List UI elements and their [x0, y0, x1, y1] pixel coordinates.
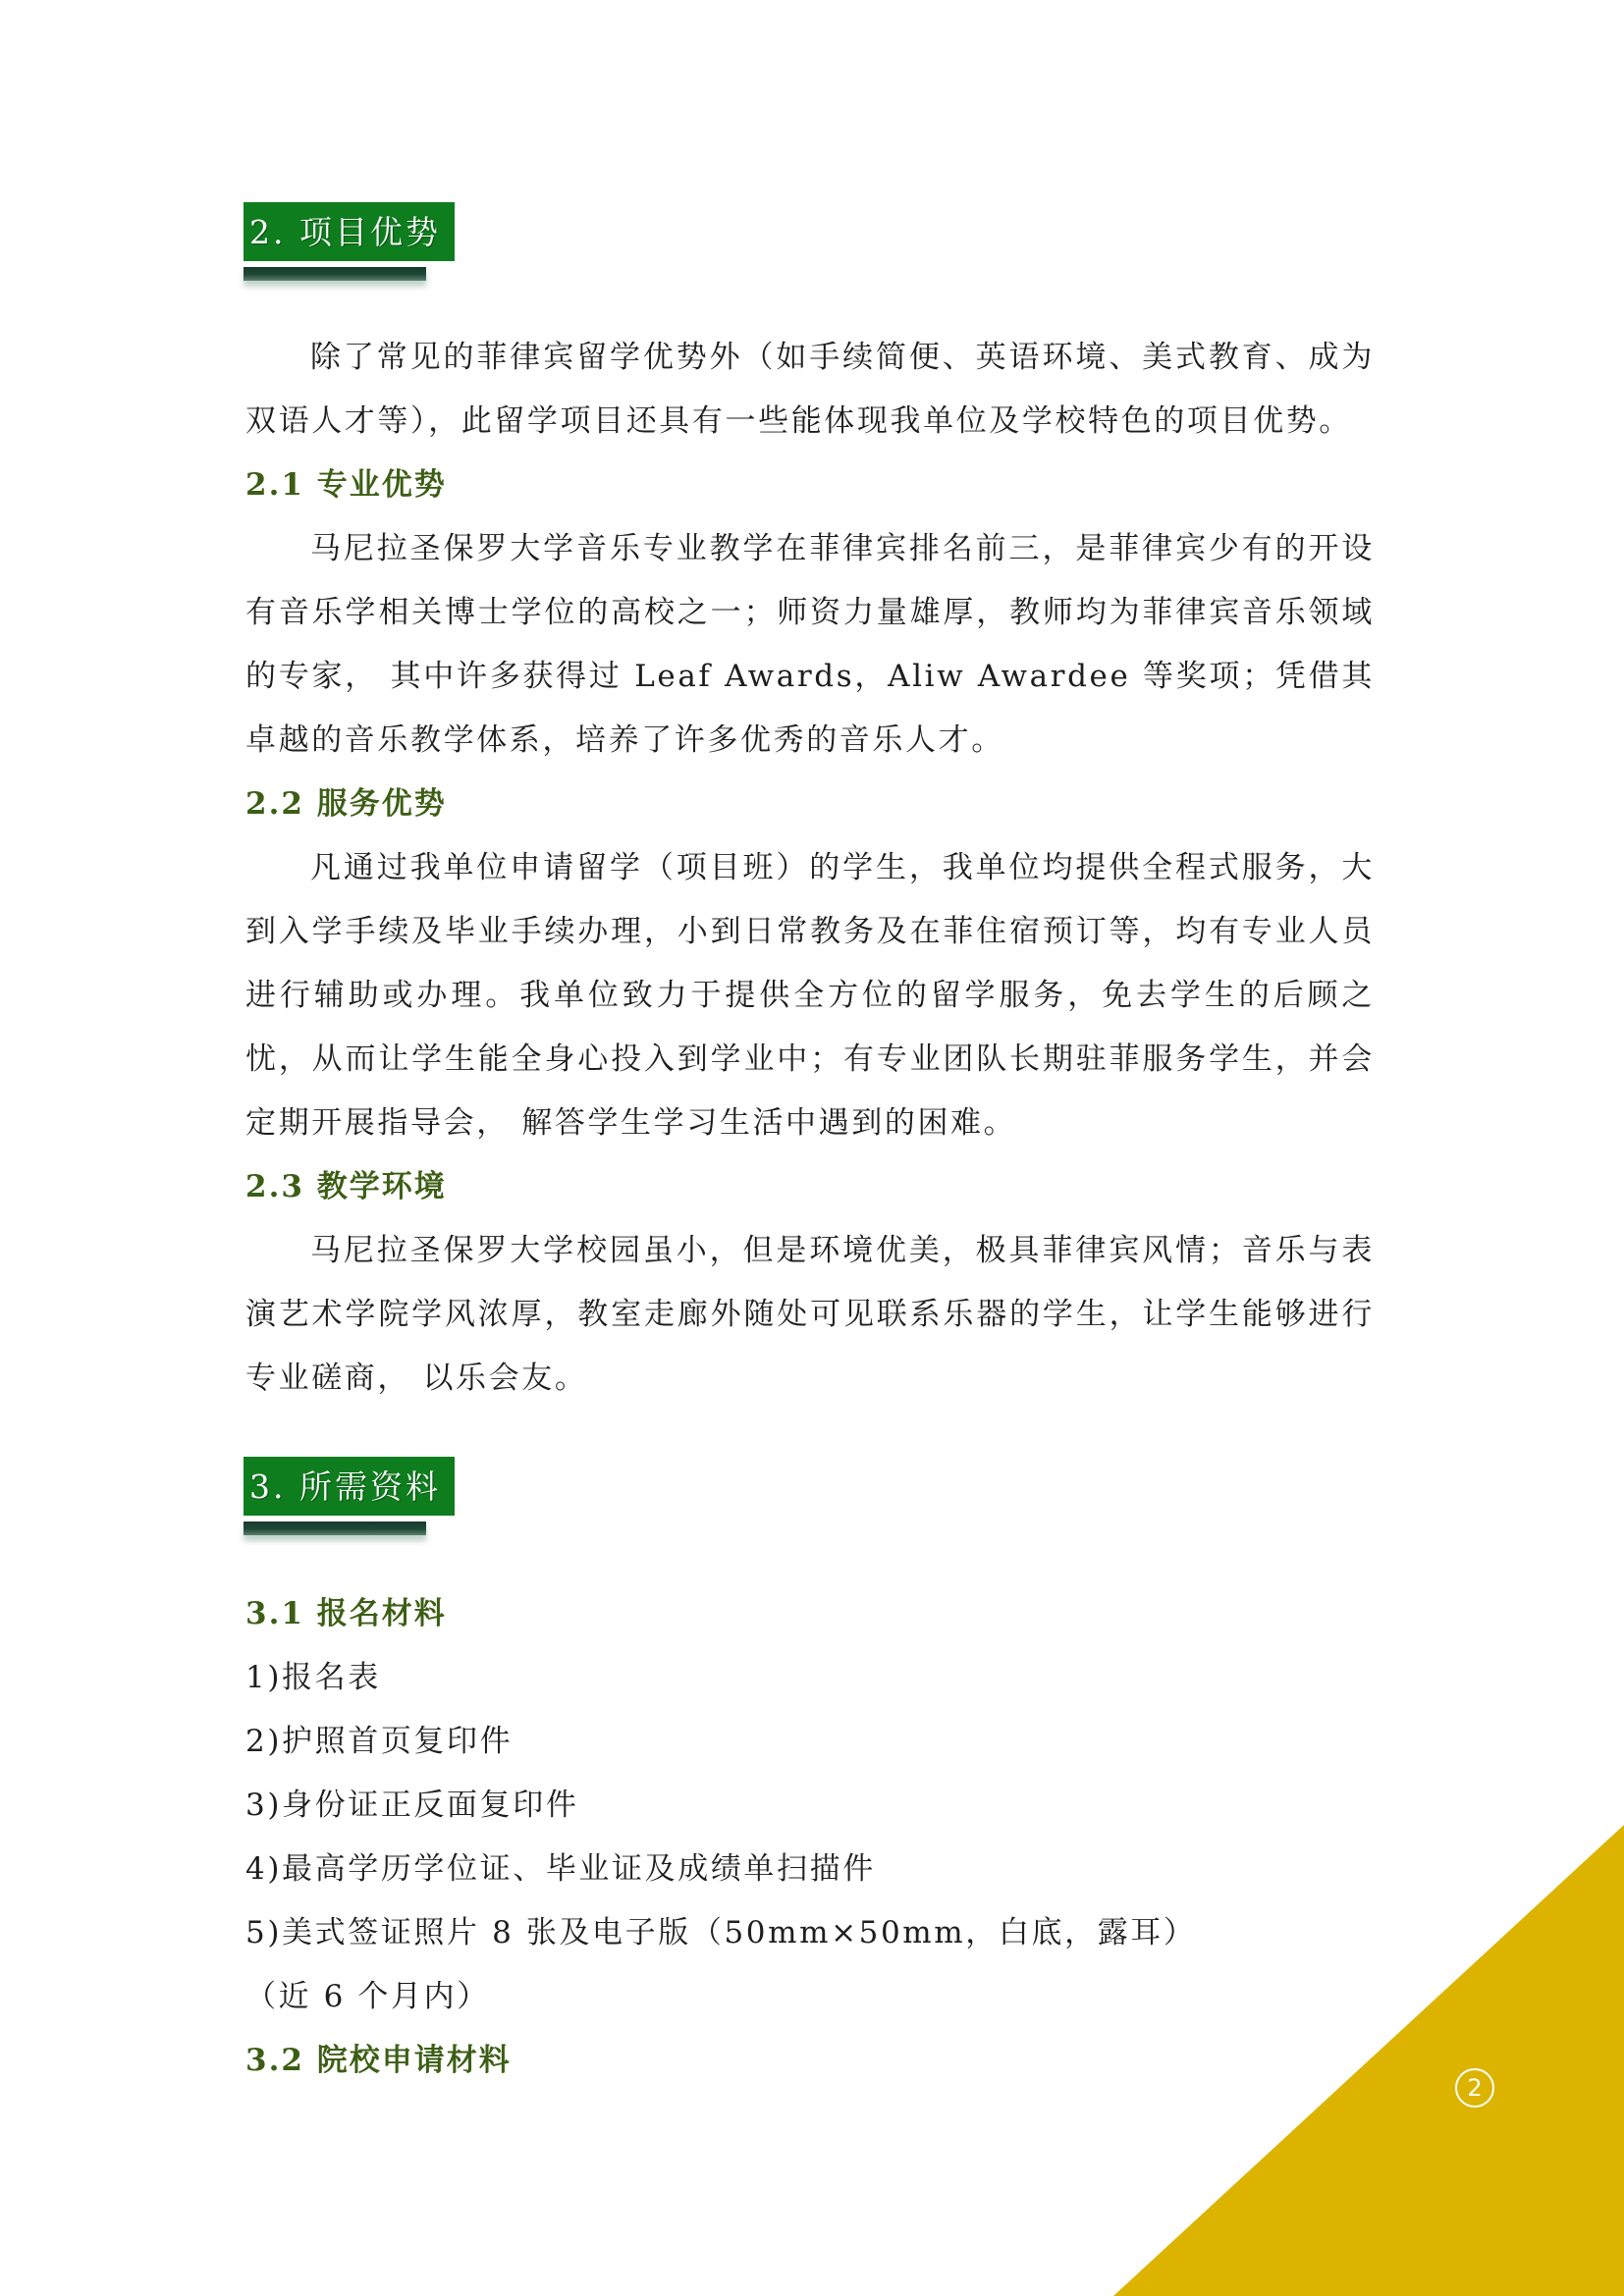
subsection-2-2-body: 凡通过我单位申请留学（项目班）的学生，我单位均提供全程式服务，大到入学手续及毕业手续办理，小到日常教务及在菲住宿预订等，均有专业人员进行辅助或办理。我单位致力于提供全方位的留学服务，免去学生的后顾之忧，从而让学生能全身心投入到学业中；有专业团队长期驻菲服务学生，并会定期开展指导会， 解答学生学习生活中遇到的困难。 — [245, 850, 1375, 1141]
subsection-2-3-title: 2.3 教学环境 — [245, 1169, 447, 1204]
subsection-2-1-title: 2.1 专业优势 — [245, 467, 447, 503]
subsection-2-2-title: 2.2 服务优势 — [245, 786, 447, 822]
section-2-body — [245, 326, 1375, 1411]
subsection-3-1-title: 3.1 报名材料 — [245, 1596, 447, 1631]
section-2-heading: 2. 项目优势 — [244, 202, 455, 261]
subsection-3-2-title: 3.2 院校申请材料 — [245, 2043, 512, 2078]
section-3-underline — [244, 1522, 426, 1535]
subsection-2-3-body: 马尼拉圣保罗大学校园虽小，但是环境优美，极具菲律宾风情；音乐与表演艺术学院学风浓厚，教室走廊外随处可见联系乐器的学生，让学生能够进行专业磋商， 以乐会友。 — [245, 1233, 1375, 1396]
subsection-2-1-body: 马尼拉圣保罗大学音乐专业教学在菲律宾排名前三，是菲律宾少有的开设有音乐学相关博士学位的高校之一；师资力量雄厚，教师均为菲律宾音乐领域的专家， 其中许多获得过 Leaf Awards，Aliw Awardee 等奖项；凭借其卓越的音乐教学体系，培养了许多优秀的音乐人才。 — [245, 531, 1375, 758]
section-3-heading: 3. 所需资料 — [244, 1457, 455, 1516]
section-3-header — [244, 1457, 455, 1535]
list-item: 3)身份证正反面复印件 — [245, 1788, 579, 1823]
list-item: （近 6 个月内） — [245, 1979, 490, 2014]
corner-decoration — [1113, 1825, 1624, 2296]
section-2-intro: 除了常见的菲律宾留学优势外（如手续简便、英语环境、美式教育、成为双语人才等），此留学项目还具有一些能体现我单位及学校特色的项目优势。 — [245, 340, 1375, 439]
list-item: 1)报名表 — [245, 1660, 381, 1695]
section-2-header — [244, 202, 455, 281]
page-number: 2 — [1455, 2068, 1494, 2108]
list-item: 2)护照首页复印件 — [245, 1724, 514, 1759]
list-item: 5)美式签证照片 8 张及电子版（50mm×50mm，白底，露耳） — [245, 1915, 1197, 1950]
section-2-underline — [244, 267, 426, 281]
list-item: 4)最高学历学位证、毕业证及成绩单扫描件 — [245, 1851, 876, 1887]
